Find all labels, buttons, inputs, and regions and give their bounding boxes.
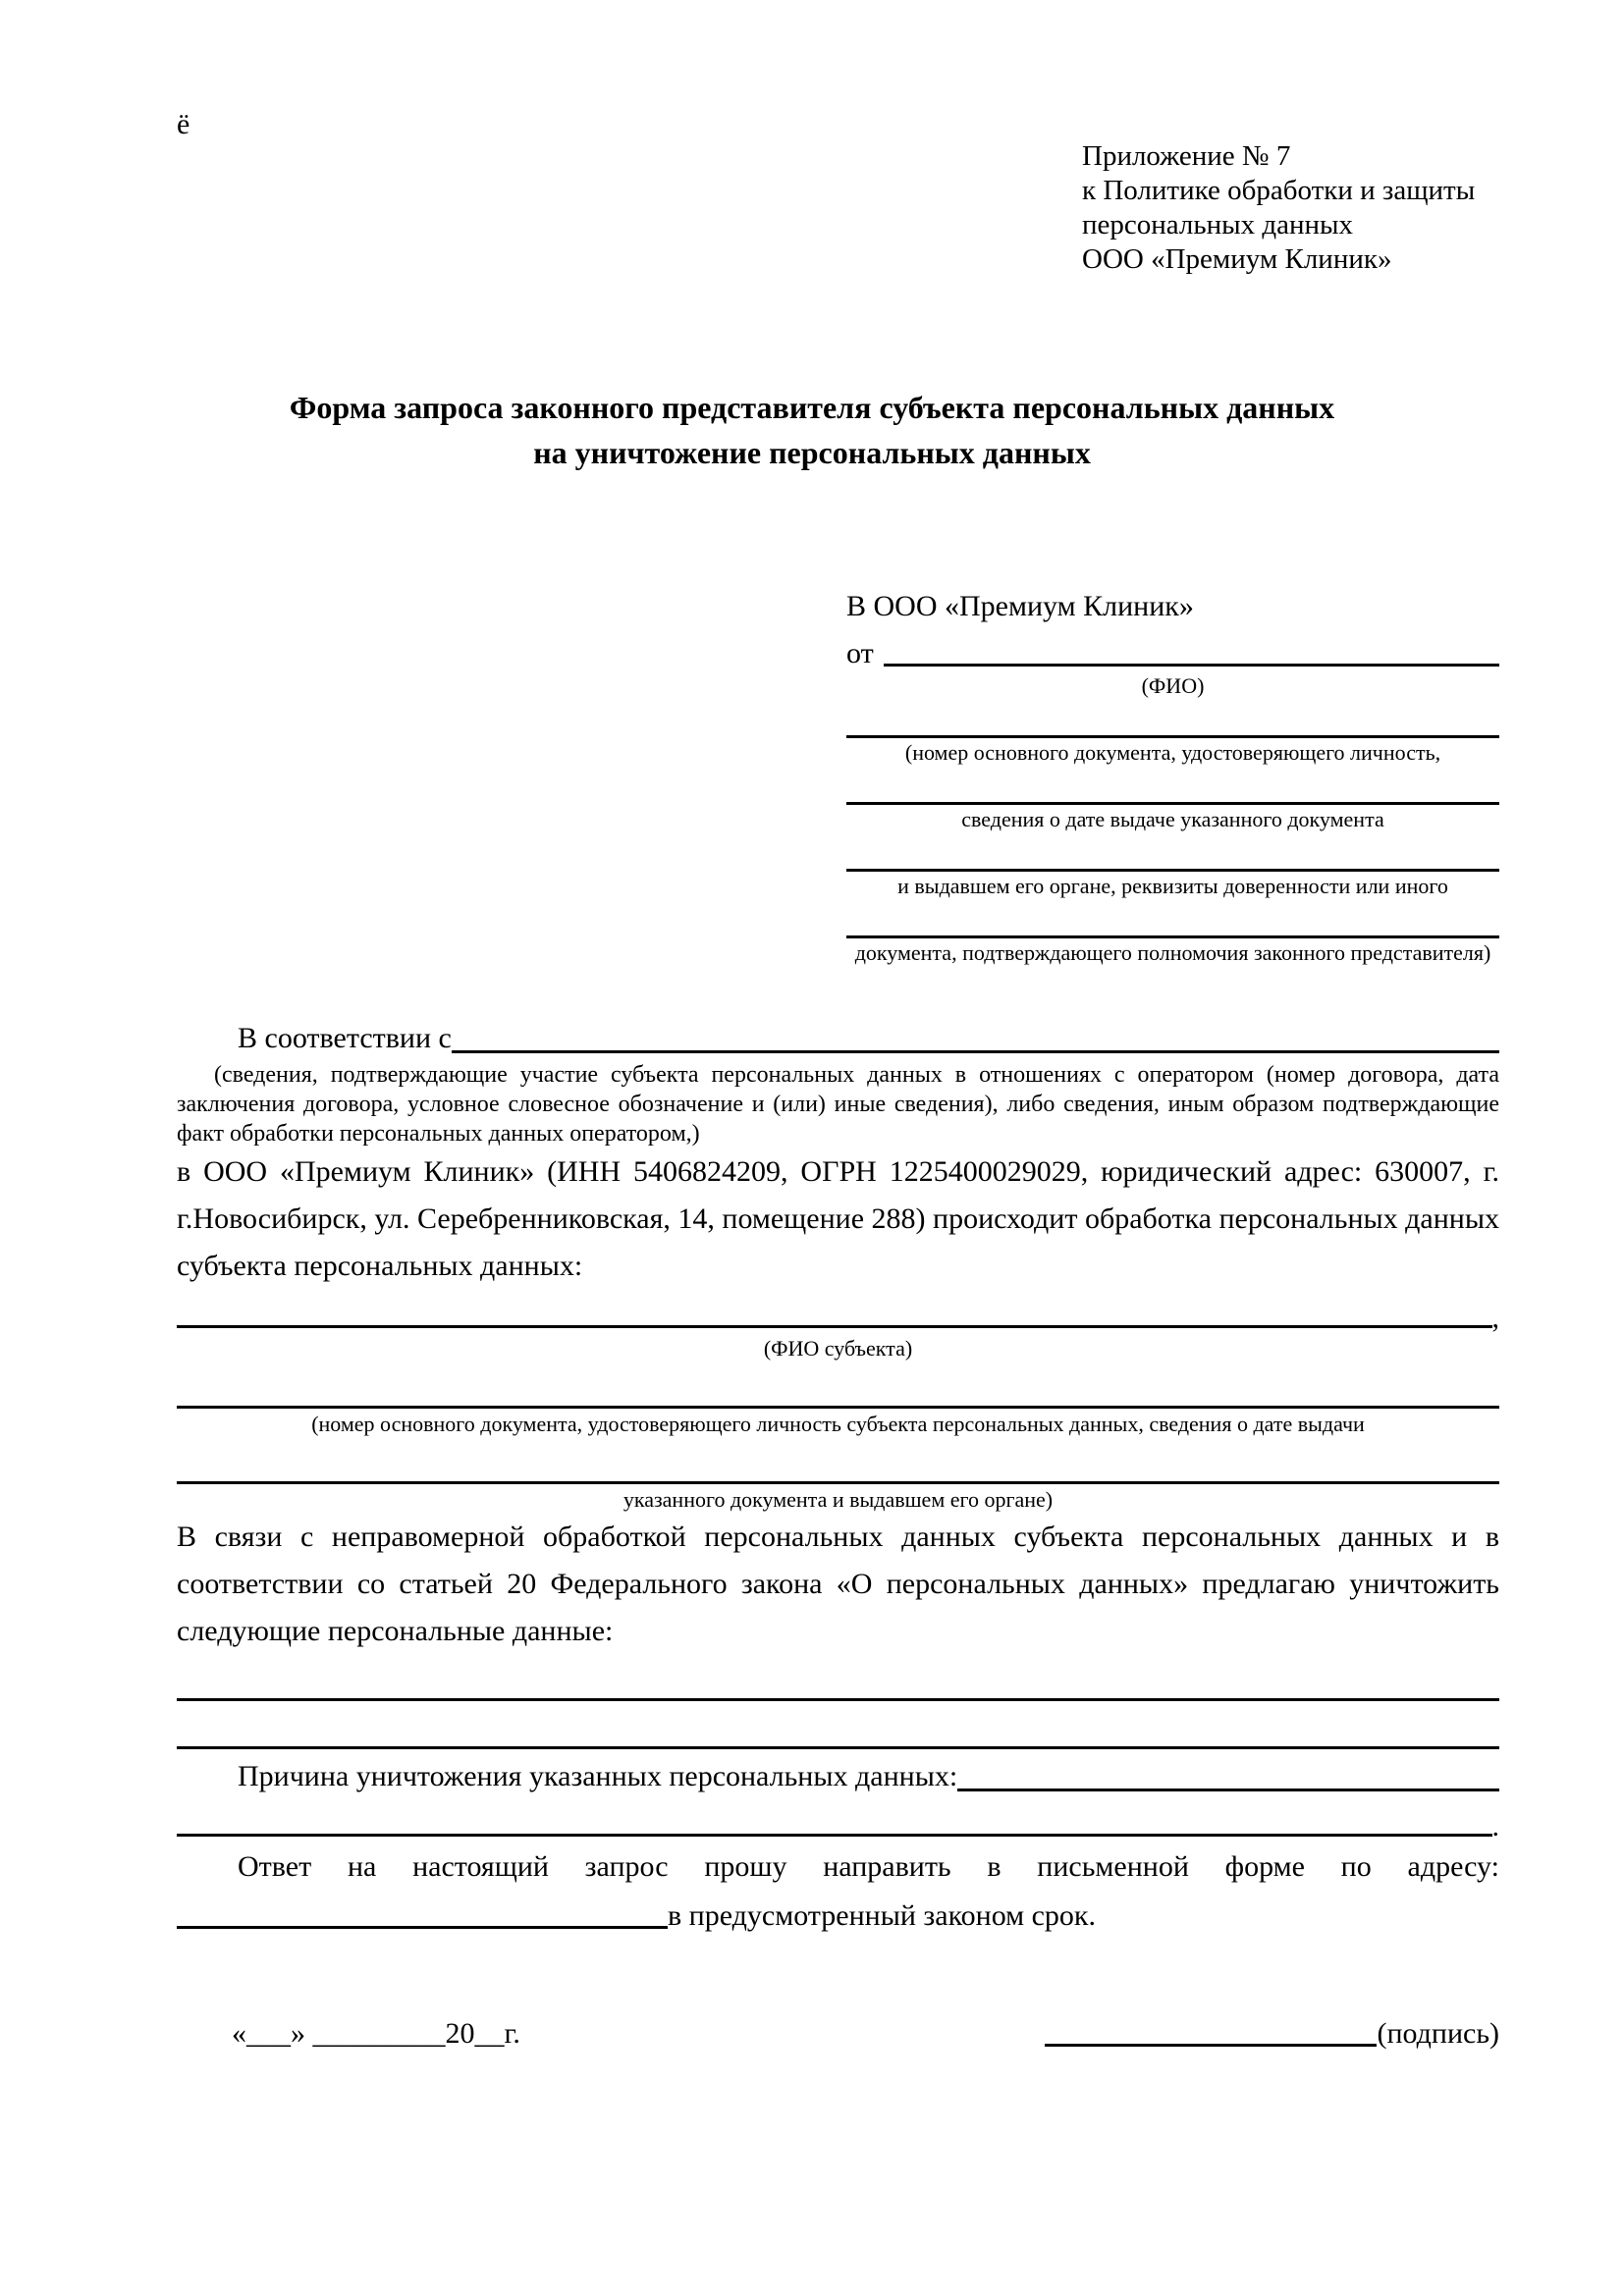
form-title [108, 385, 1516, 475]
form-title-line-2: на уничтожение персональных данных [533, 435, 1091, 470]
doc-caption: документа, подтверждающего полномочия законного представителя) [854, 940, 1491, 965]
reason-blank-line-2 [177, 1834, 1492, 1837]
trailing-period: . [1491, 1810, 1499, 1842]
date-line: «___» _________20__г. [232, 2017, 520, 2050]
doc-caption: сведения о дате выдаче указанного документа [961, 807, 1384, 831]
signature-caption: (подпись) [1377, 2017, 1499, 2050]
subject-fio-caption: (ФИО субъекта) [763, 1336, 913, 1361]
reason-row [177, 1751, 1499, 1798]
blank-line [177, 1438, 1499, 1484]
blank-line [846, 766, 1499, 805]
from-label: от [846, 637, 874, 669]
according-note: (сведения, подтверждающие участие субъекта персональных данных в отношениях с оператором (номер договора, дата заключения договора, условное словесное обозначение и (или) иные сведения), либо сведения, иным образом подтверждающие факт обработки персональных данных оператором,) [177, 1062, 1499, 1147]
appendix-block [1082, 139, 1624, 277]
from-blank-line [884, 664, 1499, 667]
subject-fio-blank-line [177, 1325, 1492, 1328]
reply-paragraph-tail: в предусмотренный законом срок. [668, 1899, 1096, 1932]
blank-line [846, 899, 1499, 938]
from-row [846, 630, 1499, 673]
blank-line [177, 1362, 1499, 1409]
reply-paragraph: Ответ на настоящий запрос прошу направить в письменной форме по адресу: [238, 1850, 1499, 1883]
reason-label: Причина уничтожения указанных персональных данных: [238, 1760, 958, 1792]
subject-doc-caption: указанного документа и выдавшем его органе) [623, 1487, 1054, 1512]
blank-line [177, 1655, 1499, 1701]
trailing-comma: , [1491, 1302, 1499, 1334]
appendix-line: Приложение № 7 [1082, 140, 1291, 172]
according-label: В соответствии с [238, 1022, 452, 1054]
signature-block [1045, 2014, 1499, 2054]
doc-caption: и выдавшем его органе, реквизиты доверенности или иного [897, 874, 1448, 898]
date-signature-row [177, 2014, 1499, 2054]
blank-line [177, 1703, 1499, 1749]
according-blank-line [452, 1050, 1499, 1053]
stray-char: ё [177, 108, 190, 140]
fio-caption: (ФИО) [1141, 673, 1205, 698]
reason-continued-row [177, 1798, 1499, 1843]
reason-blank-line [957, 1789, 1499, 1791]
appendix-line: ООО «Премиум Клиник» [1082, 243, 1392, 275]
subject-doc-caption: (номер основного документа, удостоверяющего личность субъекта персональных данных, сведения о дате выдачи [311, 1412, 1365, 1436]
operator-paragraph: в ООО «Премиум Клиник» (ИНН 5406824209, ОГРН 1225400029029, юридический адрес: 630007, г. г.Новосибирск, ул. Серебренниковская, 14, помещение 288) происходит обработка персональных данных субъекта персональных данных: [177, 1155, 1499, 1282]
appendix-line: к Политике обработки и защиты [1082, 175, 1476, 206]
signature-blank-line [1045, 2044, 1377, 2047]
addressee-to: В ООО «Премиум Клиник» [846, 590, 1194, 622]
subject-fio-row [177, 1290, 1499, 1335]
form-title-line-1: Форма запроса законного представителя субъекта персональных данных [289, 390, 1335, 425]
blank-line [846, 699, 1499, 738]
blank-line [846, 832, 1499, 872]
address-blank-line [177, 1926, 668, 1929]
document-body [177, 1013, 1499, 1936]
appendix-line: персональных данных [1082, 209, 1354, 240]
reply-address-row [177, 1891, 1499, 1936]
doc-caption: (номер основного документа, удостоверяющего личность, [904, 740, 1441, 765]
according-row [177, 1013, 1499, 1060]
addressee-block [846, 589, 1499, 966]
unlawful-paragraph: В связи с неправомерной обработкой персональных данных субъекта персональных данных и в соответствии со статьей 20 Федерального закона «О персональных данных» предлагаю уничтожить следующие персональные данные: [177, 1521, 1499, 1647]
